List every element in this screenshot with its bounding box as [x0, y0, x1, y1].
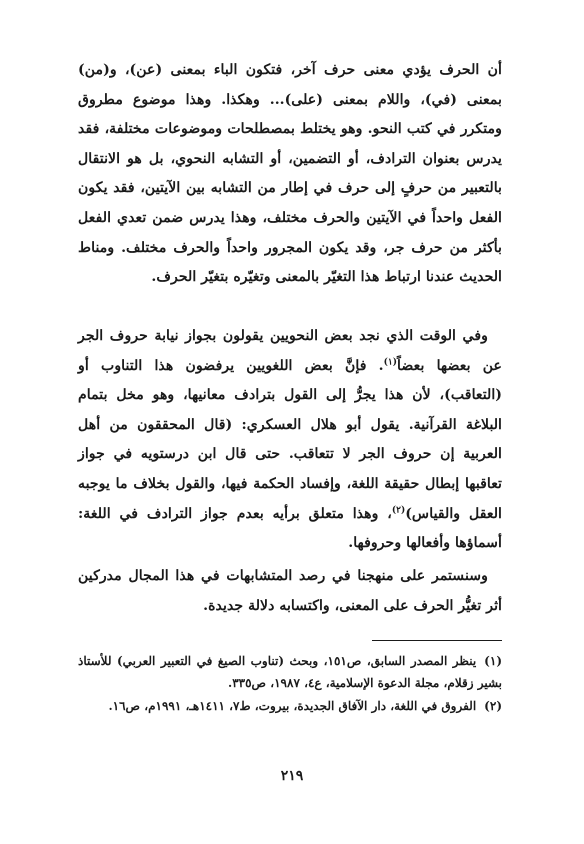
paragraph-1-text: أن الحرف يؤدي معنى حرف آخر، فتكون الباء بمعنى (عن)، و(من) بمعنى (في)، واللام بمعنى (على)... وهكذا. وهذا موضوع مطروق ومتكرر في كتب النحو. وهو يختلط بمصطلحات وموضوعات مختلفة، فقد يدرس بعنوان الترادف، أو التضمين، أو التشابه النحوي، بل هو الانتقال بالتعبير من حرفٍ إلى حرف في إطار من التشابه بين الآيتين، فقد يكون الفعل واحداً في الآيتين والحرف مختلف، وهذا يدرس ضمن تعدي الفعل بأكثر من حرف جر، وقد يكون المجرور واحداً والحرف مختلف. ومناط الحديث عندنا ارتباط هذا التغيّر بالمعنى وتغيّره بتغيّر الحرف.	[78, 62, 502, 286]
footnote-1	[78, 650, 502, 695]
footnote-ref-2[interactable]: (٢)	[391, 504, 406, 515]
paragraph-2-part-1: وفي الوقت الذي نجد بعض النحويين يقولون بجواز نيابة حروف الجر عن بعضها بعضاً	[78, 328, 502, 374]
paragraph-3	[78, 562, 502, 621]
footnote-divider	[372, 640, 502, 641]
paragraph-3-text: وسنستمر على منهجنا في رصد المتشابهات في هذا المجال مدركين أثر تغيُّر الحرف على المعنى، واكتسابه دلالة جديدة.	[78, 568, 502, 614]
footnote-1-text: ينظر المصدر السابق، ص١٥١، وبحث (تناوب الصيغ في التعبير العربي) للأستاذ بشير زقلام، مجلة الدعوة الإسلامية، ع٤، ١٩٨٧، ص٣٣٥.	[78, 654, 502, 691]
footnote-1-number: (١)	[484, 654, 502, 668]
footnote-2	[78, 695, 502, 717]
paragraph-2	[78, 322, 502, 559]
footnote-ref-1[interactable]: (١)	[383, 356, 397, 367]
footnote-2-number: (٢)	[484, 698, 502, 713]
footnote-2-text: الفروق في اللغة، دار الآفاق الجديدة، بيروت، ط٧، ١٤١١هـ، ١٩٩١م، ص١٦.	[108, 698, 477, 713]
paragraph-2-part-2: . فإنَّ بعض اللغويين يرفضون هذا التناوب أو (التعاقب)، لأن هذا يجرُّ إلى القول بترادف معانيها، وهو مخل بتمام البلاغة القرآنية. يقول أبو هلال العسكري: (قال المحققون من أهل العربية إن حروف الجر لا تتعاقب. حتى قال ابن درستويه في جواز تعاقبها إبطال حقيقة اللغة، وإفساد الحكمة فيها، والقول بخلاف ما يوجبه العقل والقياس)	[78, 357, 502, 522]
page-number: ٢١٩	[280, 768, 304, 784]
paragraph-2-text	[78, 322, 502, 559]
paragraph-2-part-3: ، وهذا متعلق برأيه بعدم جواز الترادف في اللغة: أسماؤها وأفعالها وحروفها.	[78, 505, 502, 552]
paragraph-1	[78, 56, 502, 293]
footnotes	[78, 650, 502, 717]
